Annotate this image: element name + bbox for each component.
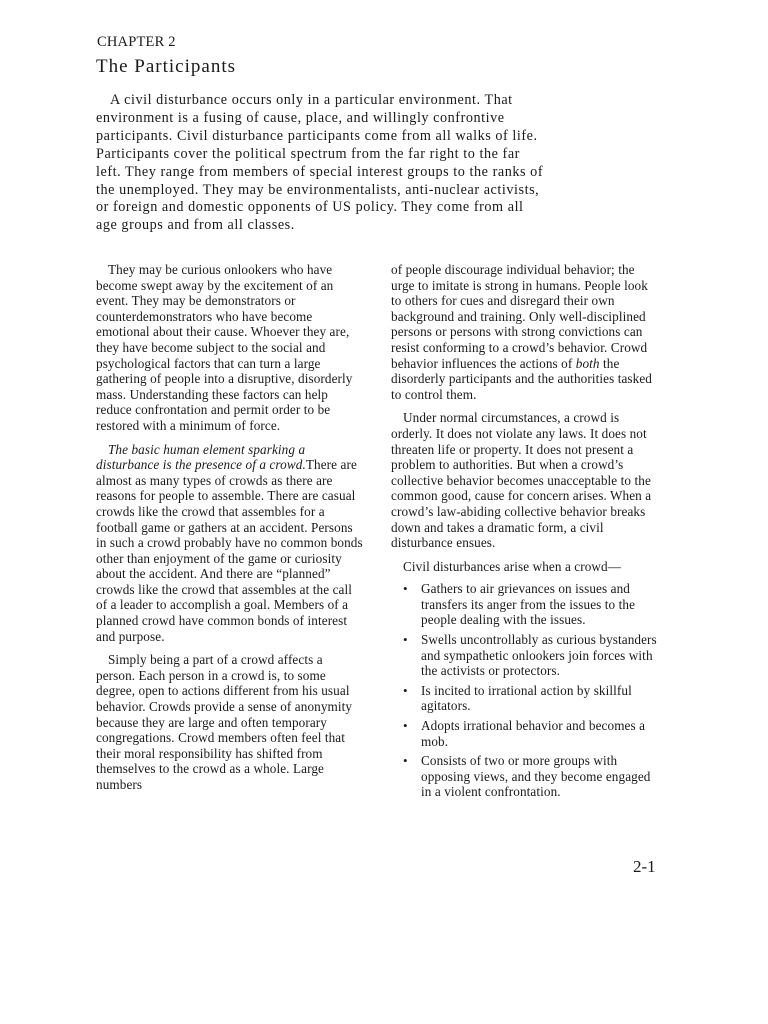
bullet-item (401, 718, 661, 749)
right-paragraph-2: Under normal circumstances, a crowd is orderly. It does not violate any laws. It does not threaten life or property. It does not present a problem to authorities. But when a crowd’s collective behavior becomes unacceptable to the common good, cause for concern arises. When a crowd’s law-abiding collective behavior breaks down and takes a dramatic form, a civil disturbance ensues. (391, 410, 652, 551)
bullet-item (401, 683, 661, 714)
bullet-icon: • (403, 682, 408, 698)
left-paragraph-1: They may be curious onlookers who have become swept away by the excitement of an event. They may be demonstrators or counterdemonstrators who have become emotional about their cause. Whoever they are, they have become subject to the social and psychological factors that can turn a large gathering of people into a disruptive, disorderly mass. Understanding these factors can help reduce confrontation and permit order to be restored with a minimum of force. (96, 262, 353, 433)
left-paragraph-2 (96, 442, 364, 645)
emphasized-word: both (575, 355, 600, 371)
left-column (96, 262, 364, 801)
bullet-text: Adopts irrational behavior and becomes a mob. (421, 718, 646, 749)
bullet-text: Swells uncontrollably as curious bystanders and sympathetic onlookers join forces with the activists or protectors. (421, 632, 657, 679)
left-paragraph-2-text: There are almost as many types of crowds as there are reasons for people to assemble. There are casual crowds like the crowd that assembles for a football game or gathers at an accident. Persons in such a crowd probably have no common bonds other than enjoyment of the game or curiosity about the accident. And there are “planned” crowds like the crowd that assembles at the call of a leader to accomplish a goal. Members of a planned crowd have common bonds of interest and purpose. (96, 457, 363, 644)
right-column (391, 262, 661, 804)
bullet-text: Gathers to air grievances on issues and transfers its anger from the issues to the people dealing with the issues. (421, 581, 636, 628)
bullet-item (401, 581, 661, 628)
chapter-title: The Participants (96, 56, 236, 77)
chapter-label: CHAPTER 2 (97, 34, 176, 50)
right-paragraph-1-text-b: the disorderly participants and the authorities tasked to control them. (391, 355, 652, 402)
right-paragraph-1-text-a: of people discourage individual behavior; the urge to imitate is strong in humans. People look to others for cues and disregard their own background and training. Only well-disciplined persons or persons with strong convictions can resist conforming to a crowd’s behavior. Crowd behavior influences the actions of (391, 262, 648, 371)
right-paragraph-1 (391, 262, 661, 402)
emphasized-sentence: The basic human element sparking a disturbance is the presence of a crowd. (96, 441, 306, 473)
bullet-icon: • (403, 718, 408, 734)
bullet-icon: • (403, 753, 408, 769)
bullet-list-lead: Civil disturbances arise when a crowd— (403, 558, 622, 574)
left-paragraph-3: Simply being a part of a crowd affects a person. Each person in a crowd is, to some degree, open to actions different from his usual behavior. Crowds provide a sense of anonymity because they are large and often temporary congregations. Crowd members often feel that their moral responsibility has shifted from themselves to the crowd as a whole. Large numbers (96, 652, 353, 792)
bullet-list (391, 581, 661, 800)
bullet-item (401, 753, 661, 800)
bullet-item (401, 632, 661, 679)
bullet-icon: • (403, 581, 408, 597)
bullet-text: Is incited to irrational action by skillful agitators. (421, 682, 632, 714)
bullet-text: Consists of two or more groups with opposing views, and they become engaged in a violent confrontation. (421, 753, 651, 800)
intro-paragraph: A civil disturbance occurs only in a particular environment. That environment is a fusing of cause, place, and willingly confrontive participants. Civil disturbance participants come from all walks of life. Participants cover the political spectrum from the far right to the far left. They range from members of special interest groups to the ranks of the unemployed. They may be environmentalists, anti-nuclear activists, or foreign and domestic opponents of US policy. They come from all age groups and from all classes. (96, 92, 544, 234)
page-number: 2-1 (633, 857, 656, 876)
bullet-icon: • (403, 632, 408, 648)
